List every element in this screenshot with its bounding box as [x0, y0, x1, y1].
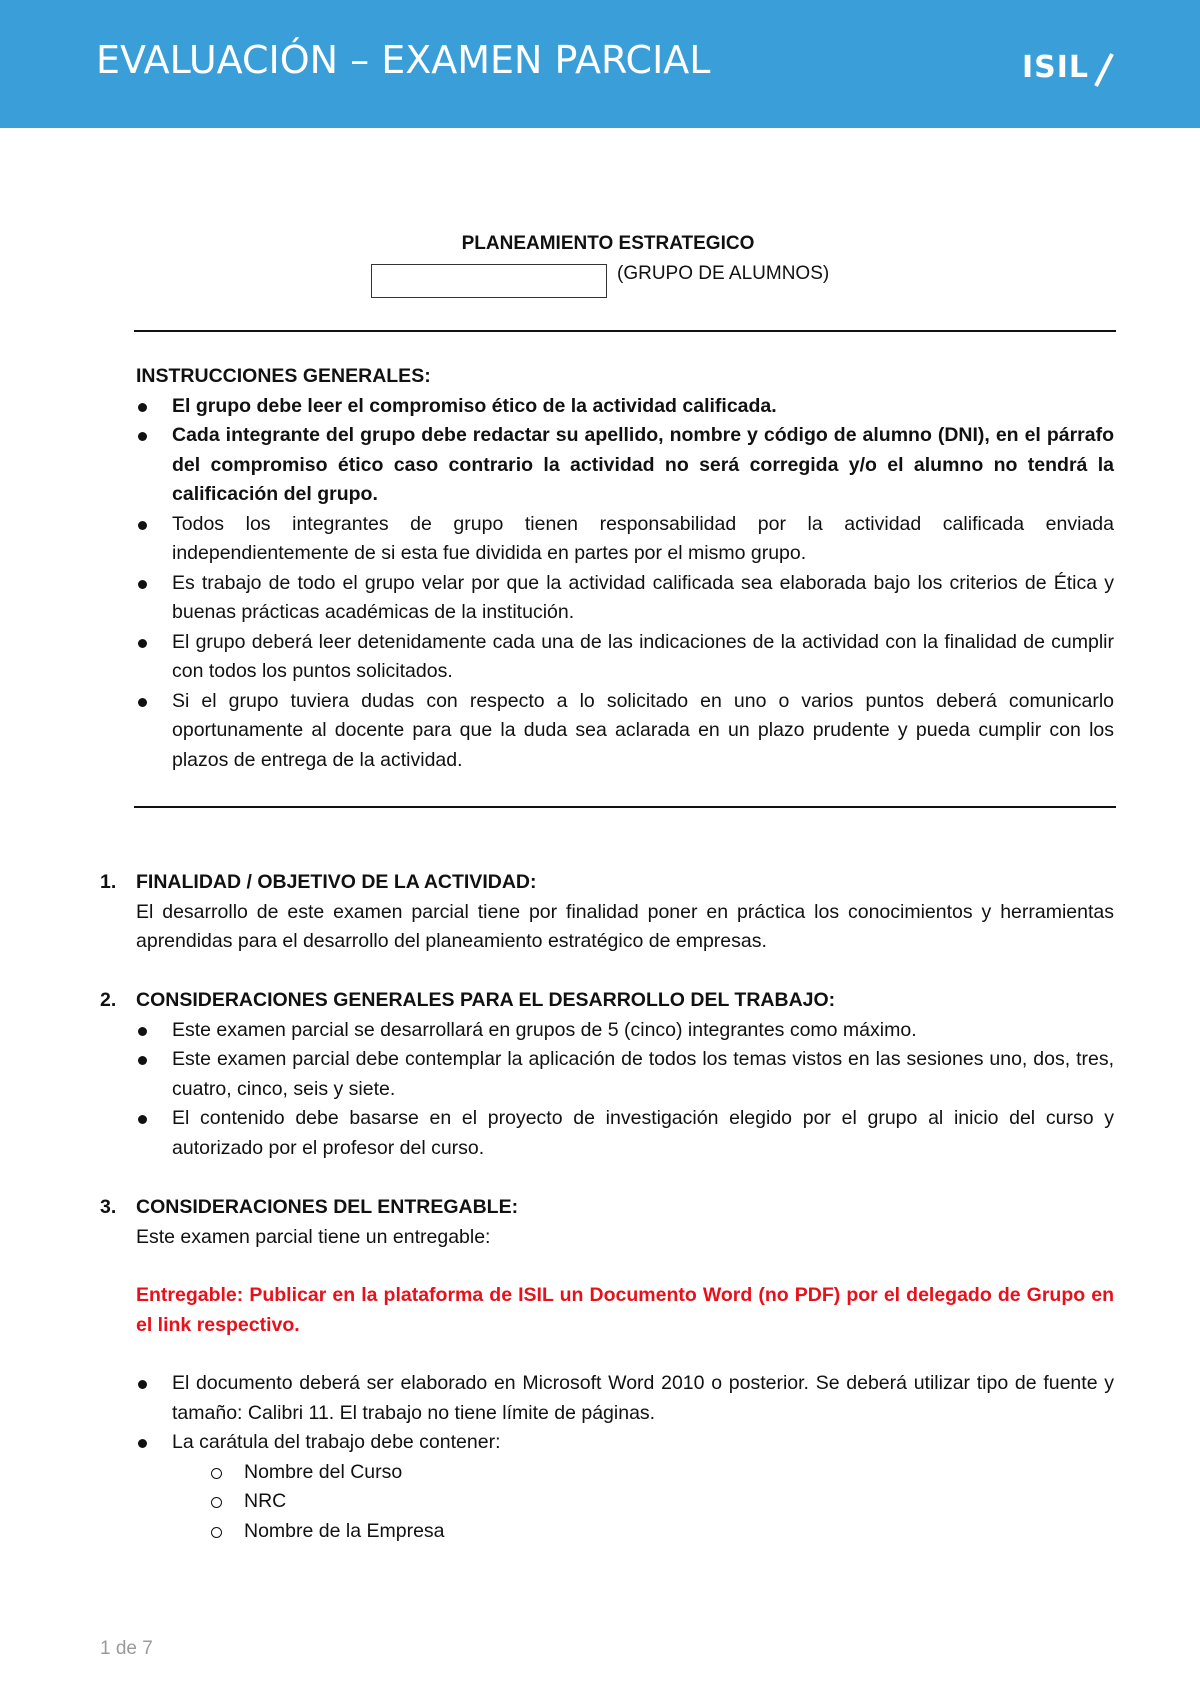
section-number: 3.	[100, 1196, 117, 1218]
logo-slash-icon	[1072, 46, 1116, 92]
instructions-heading: INSTRUCCIONES GENERALES:	[136, 365, 431, 387]
section-intro: Este examen parcial tiene un entregable:	[136, 1225, 491, 1248]
section-text: El desarrollo de este examen parcial tiene por finalidad poner en práctica los conocimientos y herramientas aprendidas para el desarrollo del planeamiento estratégico de empresas.	[136, 900, 1114, 952]
instruction-item: Si el grupo tuviera dudas con respecto a lo solicitado en uno o varios puntos deberá comunicarlo oportunamente al docente para que la duda sea aclarada en un plazo prudente y pueda cumplir con los plazos de entrega de la actividad.	[136, 687, 1114, 776]
section-entregable	[100, 1193, 1114, 1546]
instruction-item: Todos los integrantes de grupo tienen responsabilidad por la actividad calificada enviada independientemente de si esta fue dividida en partes por el mismo grupo.	[136, 510, 1114, 569]
instruction-item: El grupo debe leer el compromiso ético de la actividad calificada.	[136, 392, 1114, 422]
section-heading: CONSIDERACIONES GENERALES PARA EL DESARROLLO DEL TRABAJO:	[136, 989, 836, 1011]
list-item: La carátula del trabajo debe contener:	[136, 1428, 1114, 1458]
section-finalidad	[100, 868, 1114, 957]
instruction-item: El grupo deberá leer detenidamente cada una de las indicaciones de la actividad con la finalidad de cumplir con todos los puntos solicitados.	[136, 628, 1114, 687]
list-item: Este examen parcial se desarrollará en grupos de 5 (cinco) integrantes como máximo.	[136, 1016, 1114, 1046]
instructions-section	[136, 362, 1114, 775]
page-number: 1 de 7	[100, 1638, 153, 1659]
group-label: (GRUPO DE ALUMNOS)	[617, 263, 830, 284]
instruction-item: Cada integrante del grupo debe redactar su apellido, nombre y código de alumno (DNI), en el párrafo del compromiso ético caso contrario la actividad no será corregida y/o el alumno no tendrá la calificación del grupo.	[136, 421, 1114, 510]
sub-list-item: Nombre del Curso	[136, 1458, 1114, 1488]
isil-logo	[1022, 46, 1132, 92]
section-heading: CONSIDERACIONES DEL ENTREGABLE:	[136, 1196, 519, 1218]
section-number: 1.	[100, 871, 117, 893]
header-band	[0, 0, 1200, 128]
divider-bottom	[134, 806, 1116, 808]
section-consideraciones-generales	[100, 986, 1114, 1163]
instruction-item: Es trabajo de todo el grupo velar por que la actividad calificada sea elaborada bajo los criterios de Ética y buenas prácticas académicas de la institución.	[136, 569, 1114, 628]
sub-list-item: Nombre de la Empresa	[136, 1517, 1114, 1547]
group-name-box	[371, 264, 607, 298]
section-number: 2.	[100, 989, 117, 1011]
section-heading: FINALIDAD / OBJETIVO DE LA ACTIVIDAD:	[136, 871, 537, 893]
list-item: El contenido debe basarse en el proyecto de investigación elegido por el grupo al inicio del curso y autorizado por el profesor del curso.	[136, 1104, 1114, 1163]
deliverable-note: Entregable: Publicar en la plataforma de ISIL un Documento Word (no PDF) por el delegado de Grupo en el link respectivo.	[136, 1284, 1114, 1336]
divider-top	[134, 330, 1116, 332]
document-title: PLANEAMIENTO ESTRATEGICO	[461, 233, 755, 254]
list-item: Este examen parcial debe contemplar la aplicación de todos los temas vistos en las sesiones uno, dos, tres, cuatro, cinco, seis y siete.	[136, 1045, 1114, 1104]
list-item: El documento deberá ser elaborado en Microsoft Word 2010 o posterior. Se deberá utilizar tipo de fuente y tamaño: Calibri 11. El trabajo no tiene límite de páginas.	[136, 1369, 1114, 1428]
logo-text: ISIL	[1022, 50, 1090, 85]
sub-list-item: NRC	[136, 1487, 1114, 1517]
page-title: EVALUACIÓN – EXAMEN PARCIAL	[96, 38, 711, 82]
